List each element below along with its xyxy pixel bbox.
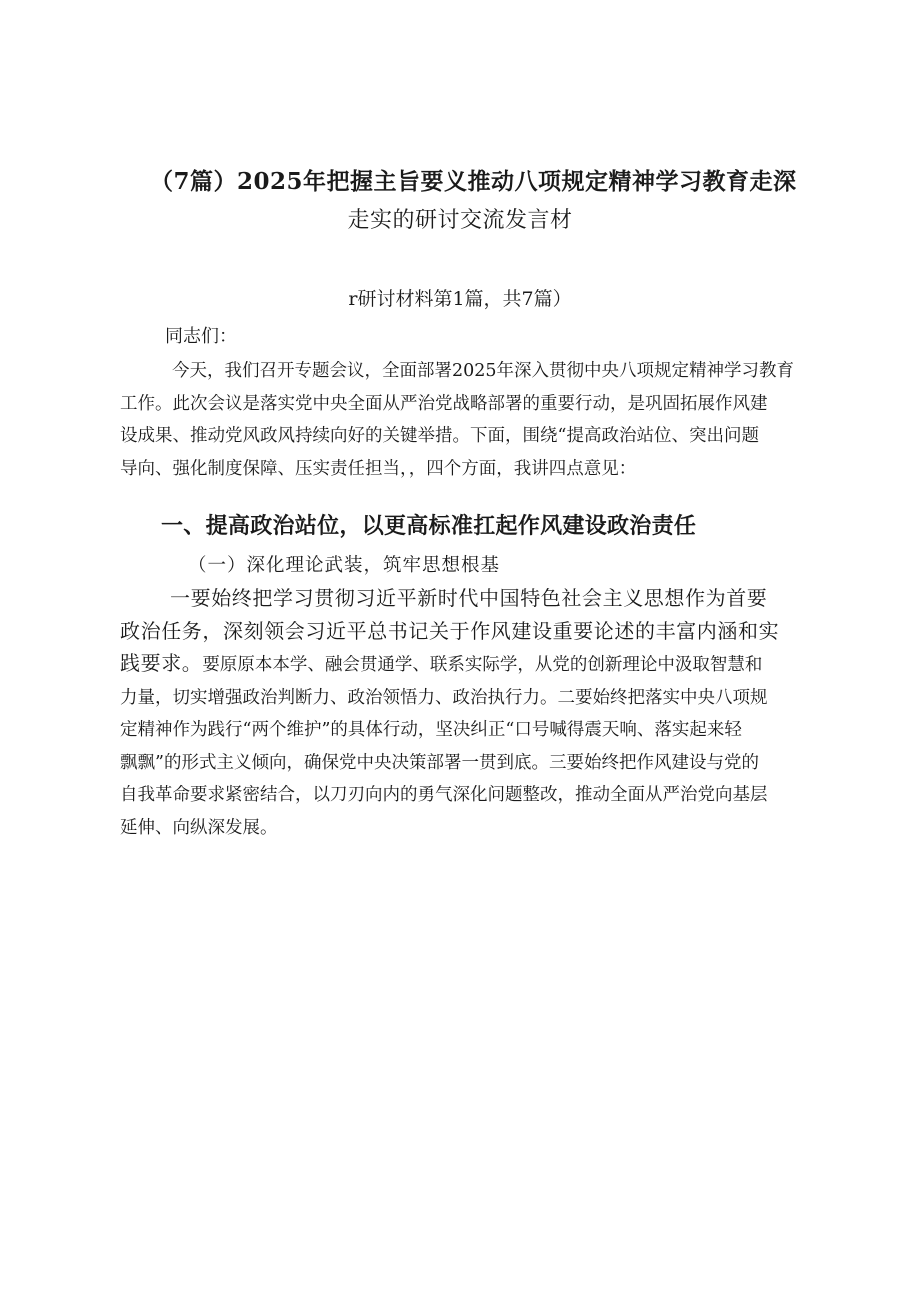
document-title-line-1: （7篇）2025年把握主旨要义推动八项规定精神学习教育走深 [150,168,797,195]
body-line: 力量，切实增强政治判断力、政治领悟力、政治执行力。二要始终把落实中央八项规 [120,687,768,708]
body-emph-fragment: 践要求。 [120,651,203,675]
body-line-emph: 一要始终把学习贯彻习近平新时代中国特色社会主义思想作为首要 [170,586,768,610]
body-line-mixed [120,647,808,682]
body-line-emph: 政治任务，深刻领会习近平总书记关于作风建设重要论述的丰富内涵和实 [120,618,780,643]
document-title-line-2: 走实的研讨交流发言材 [347,208,573,233]
salutation: 同志们： [165,326,237,347]
intro-line: 导向、强化制度保障、压实责任担当，，四个方面，我讲四点意见： [120,458,637,479]
intro-line: 工作。此次会议是落实党中央全面从严治党战略部署的重要行动，是巩固拓展作风建 [120,393,768,414]
body-text-fragment: 要原原本本学、融会贯通学、联系实际学，从党的创新理论中汲取智慧和 [202,655,763,675]
subsection-heading-1: （一）深化理论武装，筑牢思想根基 [188,555,501,576]
body-paragraph [120,582,808,844]
document-subtitle: r研讨材料第1篇，共7篇） [348,288,572,310]
body-line: 自我革命要求紧密结合，以刀刃向内的勇气深化问题整改，推动全面从严治党向基层 [120,785,768,805]
body-line: 飘飘”的形式主义倾向，确保党中央决策部署一贯到底。三要始终把作风建设与党的 [120,752,759,773]
body-line: 延伸、向纵深发展。 [120,817,278,838]
intro-line: 今天，我们召开专题会议，全面部署2025年深入贯彻中央八项规定精神学习教育 [172,361,795,381]
section-heading-1: 一、提高政治站位，以更高标准扛起作风建设政治责任 [161,514,697,539]
intro-paragraph [120,355,808,485]
intro-line: 设成果、推动党风政风持续向好的关键举措。下面，围绕“提高政治站位、突出问题 [120,426,759,446]
body-line: 定精神作为践行“两个维护”的具体行动，坚决纠正“口号喊得震天响、落实起来轻 [120,720,742,740]
